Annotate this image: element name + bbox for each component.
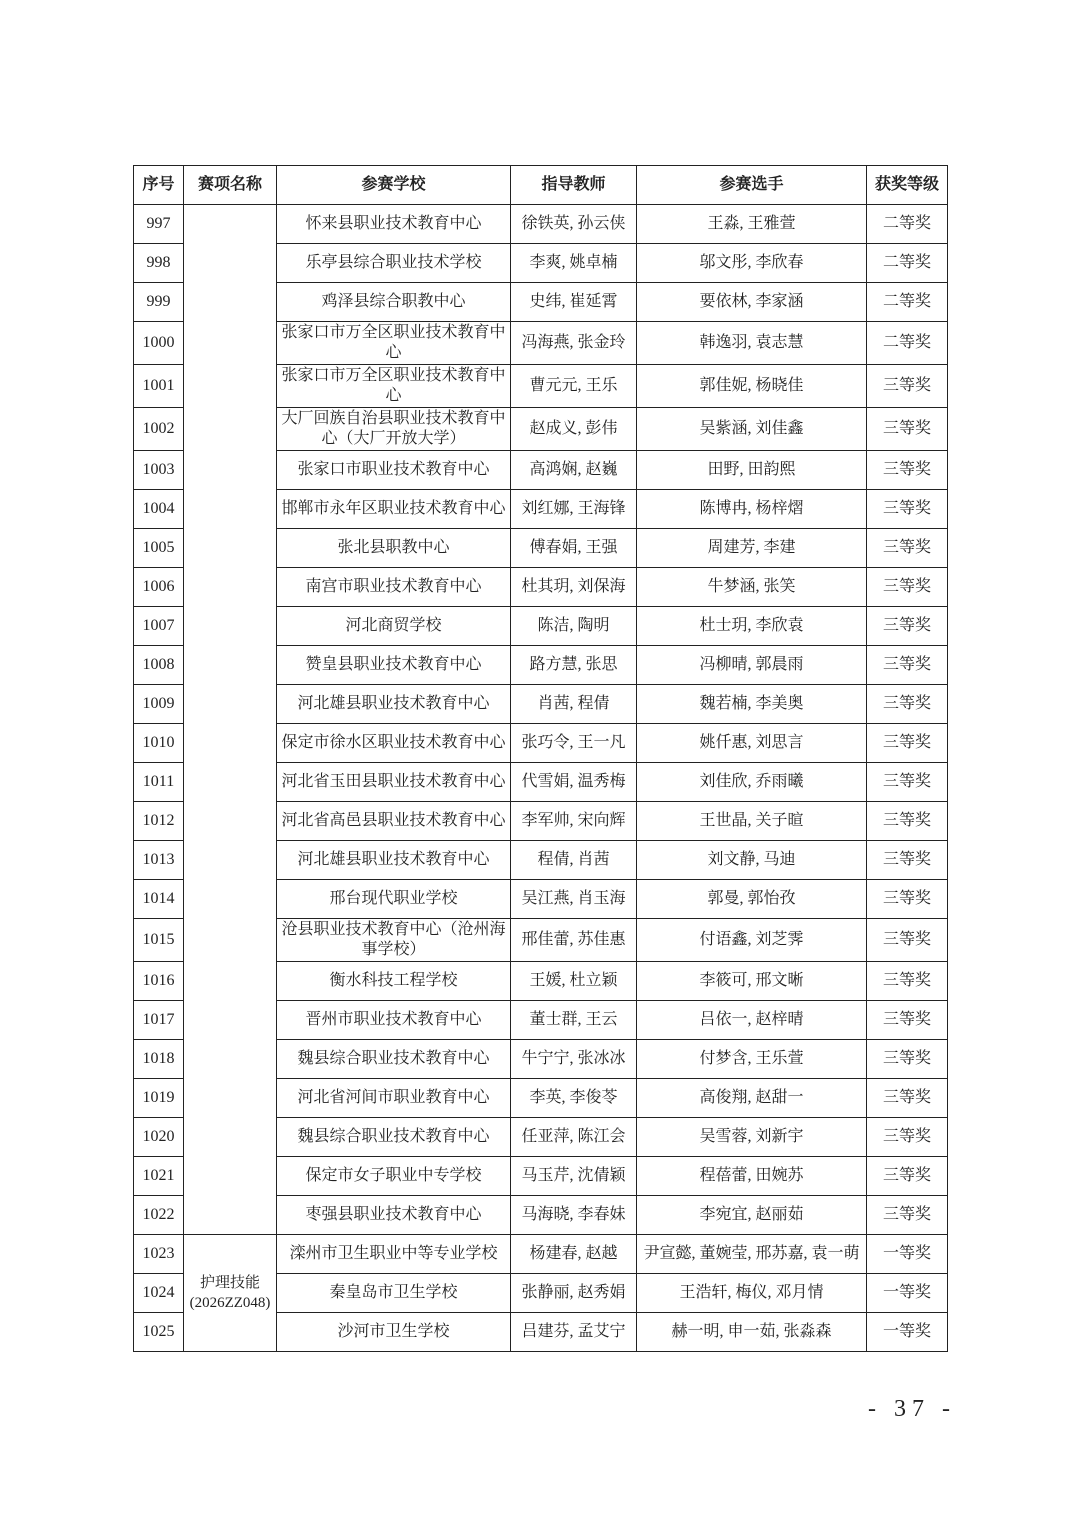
cell-students: 赫一明, 申一茹, 张淼森 [637, 1313, 867, 1352]
cell-school: 张家口市职业技术教育中心 [277, 451, 511, 490]
cell-award: 三等奖 [867, 607, 948, 646]
cell-teachers: 程倩, 肖茜 [511, 841, 637, 880]
cell-no: 1020 [134, 1118, 184, 1157]
cell-school: 河北雄县职业技术教育中心 [277, 841, 511, 880]
cell-teachers: 王媛, 杜立颖 [511, 962, 637, 1001]
cell-event [184, 205, 277, 1235]
header-award: 获奖等级 [867, 166, 948, 205]
cell-school: 沧县职业技术教育中心（沧州海事学校） [277, 919, 511, 962]
cell-award: 三等奖 [867, 763, 948, 802]
cell-no: 1007 [134, 607, 184, 646]
cell-no: 1010 [134, 724, 184, 763]
cell-no: 1024 [134, 1274, 184, 1313]
cell-students: 程蓓蕾, 田婉苏 [637, 1157, 867, 1196]
cell-school: 魏县综合职业技术教育中心 [277, 1118, 511, 1157]
cell-school: 河北省河间市职业教育中心 [277, 1079, 511, 1118]
cell-school: 魏县综合职业技术教育中心 [277, 1040, 511, 1079]
cell-no: 1002 [134, 408, 184, 451]
cell-students: 杜士玥, 李欣袁 [637, 607, 867, 646]
cell-award: 三等奖 [867, 1079, 948, 1118]
cell-students: 尹宣懿, 董婉莹, 邢苏嘉, 袁一萌 [637, 1235, 867, 1274]
cell-students: 付语鑫, 刘芝霁 [637, 919, 867, 962]
cell-award: 三等奖 [867, 490, 948, 529]
cell-award: 二等奖 [867, 205, 948, 244]
cell-students: 田野, 田韵熙 [637, 451, 867, 490]
cell-school: 河北商贸学校 [277, 607, 511, 646]
header-event: 赛项名称 [184, 166, 277, 205]
cell-teachers: 马海晓, 李春妹 [511, 1196, 637, 1235]
cell-school: 赞皇县职业技术教育中心 [277, 646, 511, 685]
cell-students: 李筱可, 邢文晰 [637, 962, 867, 1001]
cell-award: 三等奖 [867, 919, 948, 962]
cell-students: 要依林, 李家涵 [637, 283, 867, 322]
cell-teachers: 马玉芹, 沈倩颖 [511, 1157, 637, 1196]
cell-teachers: 代雪娟, 温秀梅 [511, 763, 637, 802]
cell-school: 河北省高邑县职业技术教育中心 [277, 802, 511, 841]
cell-award: 三等奖 [867, 451, 948, 490]
cell-school: 鸡泽县综合职教中心 [277, 283, 511, 322]
cell-no: 1008 [134, 646, 184, 685]
cell-students: 刘文静, 马迪 [637, 841, 867, 880]
cell-teachers: 李军帅, 宋向辉 [511, 802, 637, 841]
cell-school: 保定市女子职业中专学校 [277, 1157, 511, 1196]
cell-no: 1025 [134, 1313, 184, 1352]
cell-no: 1023 [134, 1235, 184, 1274]
cell-award: 三等奖 [867, 1157, 948, 1196]
cell-students: 郭曼, 郭怡孜 [637, 880, 867, 919]
cell-award: 一等奖 [867, 1313, 948, 1352]
cell-students: 周建芳, 李建 [637, 529, 867, 568]
cell-award: 三等奖 [867, 1001, 948, 1040]
cell-students: 陈博冉, 杨梓熠 [637, 490, 867, 529]
cell-students: 李宛宜, 赵丽茹 [637, 1196, 867, 1235]
cell-teachers: 杨建春, 赵越 [511, 1235, 637, 1274]
cell-teachers: 李英, 李俊苓 [511, 1079, 637, 1118]
cell-teachers: 曹元元, 王乐 [511, 365, 637, 408]
cell-teachers: 张静丽, 赵秀娟 [511, 1274, 637, 1313]
cell-teachers: 高鸿娴, 赵巍 [511, 451, 637, 490]
cell-no: 1019 [134, 1079, 184, 1118]
cell-teachers: 史纬, 崔延霄 [511, 283, 637, 322]
cell-award: 三等奖 [867, 724, 948, 763]
cell-teachers: 任亚萍, 陈江会 [511, 1118, 637, 1157]
cell-award: 一等奖 [867, 1274, 948, 1313]
cell-no: 1016 [134, 962, 184, 1001]
cell-award: 三等奖 [867, 880, 948, 919]
cell-award: 三等奖 [867, 841, 948, 880]
cell-students: 王浩轩, 梅仪, 邓月情 [637, 1274, 867, 1313]
cell-school: 乐亭县综合职业技术学校 [277, 244, 511, 283]
table-header-row [134, 166, 948, 205]
cell-award: 三等奖 [867, 408, 948, 451]
header-school: 参赛学校 [277, 166, 511, 205]
cell-no: 1012 [134, 802, 184, 841]
cell-students: 冯柳晴, 郭晨雨 [637, 646, 867, 685]
cell-school: 保定市徐水区职业技术教育中心 [277, 724, 511, 763]
cell-school: 张家口市万全区职业技术教育中心 [277, 365, 511, 408]
cell-students: 王世晶, 关子暄 [637, 802, 867, 841]
awards-table [133, 165, 948, 1352]
cell-school: 张北县职教中心 [277, 529, 511, 568]
cell-award: 三等奖 [867, 646, 948, 685]
cell-no: 1005 [134, 529, 184, 568]
cell-no: 1006 [134, 568, 184, 607]
cell-award: 三等奖 [867, 1196, 948, 1235]
cell-award: 三等奖 [867, 365, 948, 408]
cell-teachers: 李爽, 姚卓楠 [511, 244, 637, 283]
cell-school: 晋州市职业技术教育中心 [277, 1001, 511, 1040]
cell-award: 三等奖 [867, 1118, 948, 1157]
cell-school: 秦皇岛市卫生学校 [277, 1274, 511, 1313]
cell-school: 邢台现代职业学校 [277, 880, 511, 919]
cell-award: 二等奖 [867, 244, 948, 283]
cell-teachers: 杜其玥, 刘保海 [511, 568, 637, 607]
cell-school: 南宫市职业技术教育中心 [277, 568, 511, 607]
cell-no: 1014 [134, 880, 184, 919]
page-number: - 37 - [868, 1396, 956, 1422]
cell-no: 1003 [134, 451, 184, 490]
cell-no: 1013 [134, 841, 184, 880]
cell-students: 吴雪蓉, 刘新宇 [637, 1118, 867, 1157]
cell-school: 滦州市卫生职业中等专业学校 [277, 1235, 511, 1274]
header-no: 序号 [134, 166, 184, 205]
cell-students: 王淼, 王雅萱 [637, 205, 867, 244]
cell-award: 一等奖 [867, 1235, 948, 1274]
cell-teachers: 邢佳蕾, 苏佳惠 [511, 919, 637, 962]
cell-no: 999 [134, 283, 184, 322]
cell-teachers: 吴江燕, 肖玉海 [511, 880, 637, 919]
cell-no: 1009 [134, 685, 184, 724]
table-row [134, 205, 948, 244]
cell-teachers: 陈洁, 陶明 [511, 607, 637, 646]
cell-teachers: 刘红娜, 王海锋 [511, 490, 637, 529]
cell-students: 刘佳欣, 乔雨曦 [637, 763, 867, 802]
cell-students: 吕依一, 赵梓晴 [637, 1001, 867, 1040]
cell-no: 1000 [134, 322, 184, 365]
cell-award: 三等奖 [867, 802, 948, 841]
cell-award: 三等奖 [867, 529, 948, 568]
cell-teachers: 傅春娟, 王强 [511, 529, 637, 568]
header-students: 参赛选手 [637, 166, 867, 205]
cell-students: 付梦含, 王乐萱 [637, 1040, 867, 1079]
cell-teachers: 董士群, 王云 [511, 1001, 637, 1040]
cell-no: 998 [134, 244, 184, 283]
cell-no: 997 [134, 205, 184, 244]
cell-no: 1004 [134, 490, 184, 529]
cell-event: 护理技能(2026ZZ048) [184, 1235, 277, 1352]
cell-school: 河北省玉田县职业技术教育中心 [277, 763, 511, 802]
cell-teachers: 牛宁宁, 张冰冰 [511, 1040, 637, 1079]
cell-teachers: 吕建芬, 孟艾宁 [511, 1313, 637, 1352]
cell-teachers: 冯海燕, 张金玲 [511, 322, 637, 365]
cell-award: 二等奖 [867, 283, 948, 322]
cell-students: 高俊翔, 赵甜一 [637, 1079, 867, 1118]
cell-teachers: 路方慧, 张思 [511, 646, 637, 685]
cell-award: 三等奖 [867, 962, 948, 1001]
cell-teachers: 徐铁英, 孙云侠 [511, 205, 637, 244]
cell-school: 怀来县职业技术教育中心 [277, 205, 511, 244]
cell-award: 三等奖 [867, 1040, 948, 1079]
cell-school: 沙河市卫生学校 [277, 1313, 511, 1352]
cell-students: 魏若楠, 李美奥 [637, 685, 867, 724]
cell-no: 1018 [134, 1040, 184, 1079]
cell-students: 韩逸羽, 袁志慧 [637, 322, 867, 365]
cell-no: 1001 [134, 365, 184, 408]
cell-no: 1015 [134, 919, 184, 962]
cell-award: 二等奖 [867, 322, 948, 365]
cell-no: 1011 [134, 763, 184, 802]
cell-students: 邬文彤, 李欣春 [637, 244, 867, 283]
cell-students: 吴紫涵, 刘佳鑫 [637, 408, 867, 451]
cell-teachers: 赵成义, 彭伟 [511, 408, 637, 451]
cell-school: 张家口市万全区职业技术教育中心 [277, 322, 511, 365]
cell-award: 三等奖 [867, 568, 948, 607]
table-row [134, 1235, 948, 1274]
cell-school: 大厂回族自治县职业技术教育中心（大厂开放大学） [277, 408, 511, 451]
cell-teachers: 肖茜, 程倩 [511, 685, 637, 724]
header-teachers: 指导教师 [511, 166, 637, 205]
cell-school: 衡水科技工程学校 [277, 962, 511, 1001]
cell-students: 郭佳妮, 杨晓佳 [637, 365, 867, 408]
cell-students: 姚仟惠, 刘思言 [637, 724, 867, 763]
cell-school: 枣强县职业技术教育中心 [277, 1196, 511, 1235]
table-body [134, 205, 948, 1352]
cell-no: 1017 [134, 1001, 184, 1040]
cell-no: 1021 [134, 1157, 184, 1196]
cell-students: 牛梦涵, 张笑 [637, 568, 867, 607]
cell-award: 三等奖 [867, 685, 948, 724]
cell-school: 邯郸市永年区职业技术教育中心 [277, 490, 511, 529]
cell-teachers: 张巧令, 王一凡 [511, 724, 637, 763]
cell-no: 1022 [134, 1196, 184, 1235]
cell-school: 河北雄县职业技术教育中心 [277, 685, 511, 724]
